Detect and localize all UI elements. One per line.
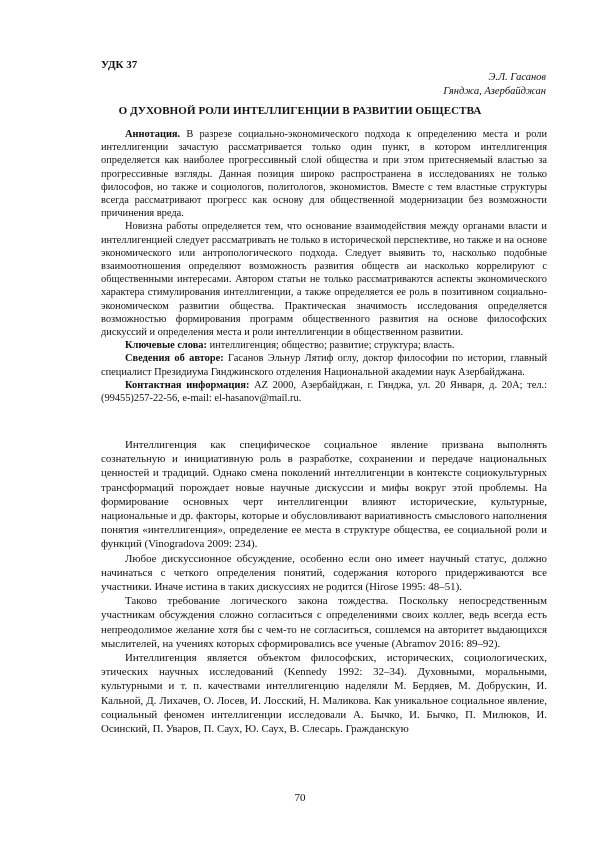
author-block bbox=[443, 71, 546, 99]
contact-info-label: Контактная информация: bbox=[125, 379, 250, 391]
author-name: Э.Л. Гасанов bbox=[488, 72, 546, 83]
abstract-label: Аннотация. bbox=[125, 129, 181, 140]
body-paragraph: Таково требование логического закона тождества. Поскольку непосредственным участникам обсуждения сложно согласиться с определениями своих коллег, ведь всегда есть непреодолимое желание хотя бы с чем-то не согласиться, сошлемся на авторитет выдающихся мыслителей, на учениях которых сформировались все ученые (Abramov 2016: 89–92). bbox=[101, 595, 547, 650]
author-info-label: Сведения об авторе: bbox=[125, 353, 224, 365]
article-body bbox=[101, 438, 547, 736]
abstract-paragraph-2: Новизна работы определяется тем, что основание взаимодействия между органами власти и интеллигенцией следует рассматривать не только в исторической перспективе, но также и на основе экономического или антропологического подхода. Следует выявить то, насколько подобные взаимоотношения определяют возможность развития обществ аи насколько коррелируют с общественными интересами. Автором статьи не только рассматриваются аспекты экономического характера стимулирования интеллигенции, а также определяется ее роль в позитивном социально-экономическом развитии общества. Практическая значимость исследования определяется возможностью формирования программ общественного развития на основе философских дискуссий и определения места и роли интеллигенции в общественном развитии. bbox=[101, 221, 547, 339]
author-location: Гянджа, Азербайджан bbox=[443, 86, 546, 97]
keywords-text: интеллигенция; общество; развитие; структура; власть. bbox=[206, 340, 455, 352]
author-info bbox=[101, 352, 547, 378]
page-number: 70 bbox=[294, 792, 306, 804]
article-title: О ДУХОВНОЙ РОЛИ ИНТЕЛЛИГЕНЦИИ В РАЗВИТИИ ОБЩЕСТВА bbox=[118, 105, 482, 117]
body-paragraph: Интеллигенция как специфическое социальное явление призвана выполнять сознательную и инициативную роль в разработке, сохранении и передаче национальных ценностей и традиций. Однако смена поколений интеллигенции в контексте социокультурных трансформаций порождает новые научные дискуссии и мифы вокруг этой проблемы. На формирование основных черт интеллигенции влияют исторические, культурные, национальные и др. факторы, которые и обусловливают вариативность смыслового наполнения понятия «интеллигенция», определение ее места в структуре общества, ее социальной роли и функций (Vinogradova 2009: 234). bbox=[101, 439, 547, 551]
body-paragraph: Интеллигенция является объектом философских, исторических, социологических, этических научных исследований (Kennedy 1992: 32–34). Духовными, моральными, культурными и т. п. качествами интеллигенцию наделяли М. Бердяев, М. Добрускин, И. Кальной, Д. Лихачев, О. Лосев, И. Лосский, Н. Маликова. Как уникальное социальное явление, социальный феномен интеллигенции исследовали А. Бычко, И. Бычко, П. Милюков, И. Осинский, П. Уваров, П. Саух, Ю. Саух, В. Слесарь. Гражданскую bbox=[101, 652, 547, 736]
contact-info bbox=[101, 379, 547, 405]
abstract-paragraph bbox=[101, 128, 547, 220]
author-info-text: Гасанов Эльнур Лятиф оглу, доктор философии по истории, главный специалист Президиума Гянджинского отделения Национальной академии наук Азербайджана. bbox=[101, 353, 547, 378]
udk-code: УДК 37 bbox=[101, 59, 138, 71]
contact-info-text: AZ 2000, Азербайджан, г. Гянджа, ул. 20 Января, д. 20А; тел.: (99455)257-22-56, e-mail: el-hasanov@mail.ru. bbox=[101, 379, 547, 405]
abstract-block bbox=[101, 128, 547, 405]
keywords bbox=[101, 339, 547, 352]
abstract-text: В разрезе социально-экономического подхода к определению места и роли интеллигенции зачастую рассматривается только один пункт, в котором интеллигенция определяется как наиболее прогрессивный слой общества и при этом притесняемый властью за прогрессивные взгляды. Данная позиция широко распространена в исследованиях не только философов, но также и социологов, политологов, экономистов. Вместе с тем властные структуры всегда рассматривают прогресс как основу для общественной модернизации без возможности причинения вреда. bbox=[101, 129, 547, 220]
keywords-label: Ключевые слова: bbox=[125, 340, 207, 352]
body-paragraph: Любое дискуссионное обсуждение, особенно если оно имеет научный статус, должно начинаться с четкого определения понятий, содержания которого придерживаются все участники. Иначе истина в таких дискуссиях не родится (Hirose 1995: 48–51). bbox=[101, 552, 547, 594]
